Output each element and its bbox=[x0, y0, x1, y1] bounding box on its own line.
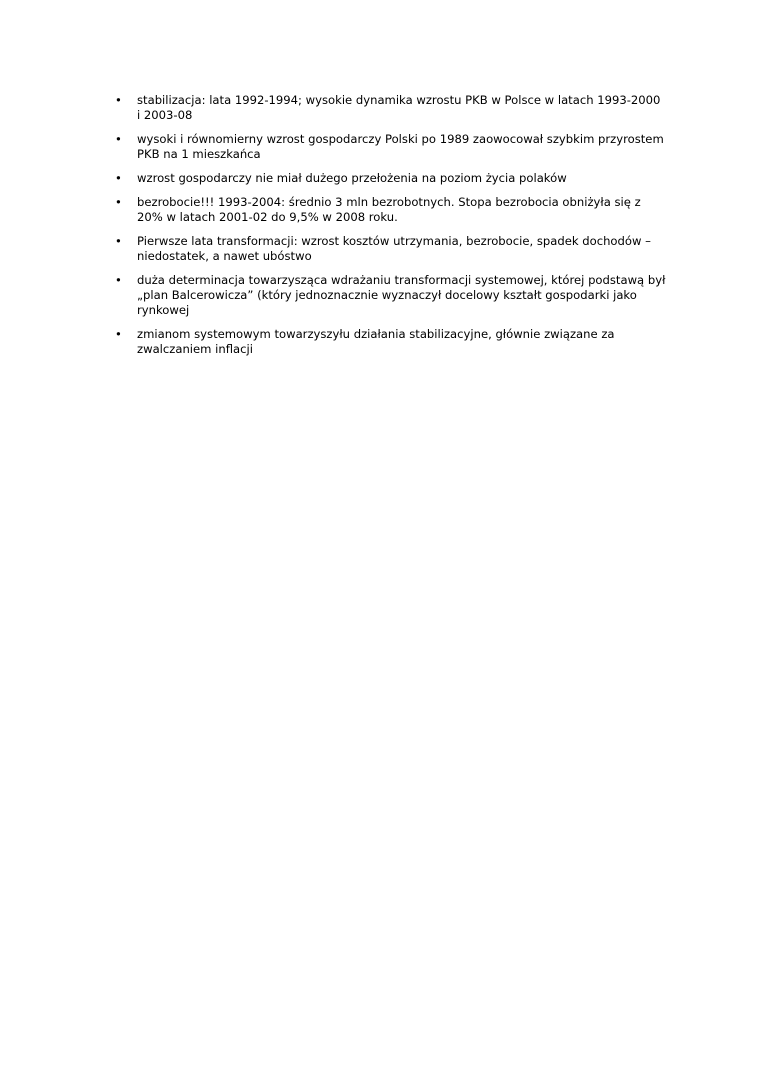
list-item bbox=[0, 171, 667, 186]
list-item bbox=[0, 273, 667, 318]
list-item-text: bezrobocie!!! 1993-2004: średnio 3 mln bezrobotnych. Stopa bezrobocia obniżyła się z 20% w latach 2001-02 do 9,5% w 2008 roku. bbox=[137, 195, 641, 224]
list-item-text: duża determinacja towarzysząca wdrażaniu transformacji systemowej, której podstawą był „plan Balcerowicza” (który jednoznacznie wyznaczył docelowy kształt gospodarki jako rynkowej bbox=[137, 273, 666, 317]
list-item bbox=[0, 327, 667, 357]
bullet-icon: • bbox=[115, 171, 122, 185]
list-item-text: zmianom systemowym towarzyszyłu działania stabilizacyjne, głównie związane za zwalczaniem inflacji bbox=[137, 327, 615, 356]
list-item-text: stabilizacja: lata 1992-1994; wysokie dynamika wzrostu PKB w Polsce w latach 1993-2000 i 2003-08 bbox=[137, 93, 661, 122]
list-item-text: wysoki i równomierny wzrost gospodarczy Polski po 1989 zaowocował szybkim przyrostem PKB na 1 mieszkańca bbox=[137, 132, 664, 161]
bullet-icon: • bbox=[115, 132, 122, 146]
bullet-icon: • bbox=[115, 93, 122, 107]
list-item bbox=[0, 132, 667, 162]
list-item bbox=[0, 195, 667, 225]
list-item-text: Pierwsze lata transformacji: wzrost kosztów utrzymania, bezrobocie, spadek dochodów – niedostatek, a nawet ubóstwo bbox=[137, 234, 651, 263]
list-item bbox=[0, 93, 667, 123]
bullet-list bbox=[0, 93, 760, 366]
bullet-icon: • bbox=[115, 234, 122, 248]
list-item-text: wzrost gospodarczy nie miał dużego przełożenia na poziom życia polaków bbox=[137, 171, 567, 185]
list-item bbox=[0, 234, 667, 264]
bullet-icon: • bbox=[115, 273, 122, 287]
bullet-icon: • bbox=[115, 195, 122, 209]
bullet-icon: • bbox=[115, 327, 122, 341]
